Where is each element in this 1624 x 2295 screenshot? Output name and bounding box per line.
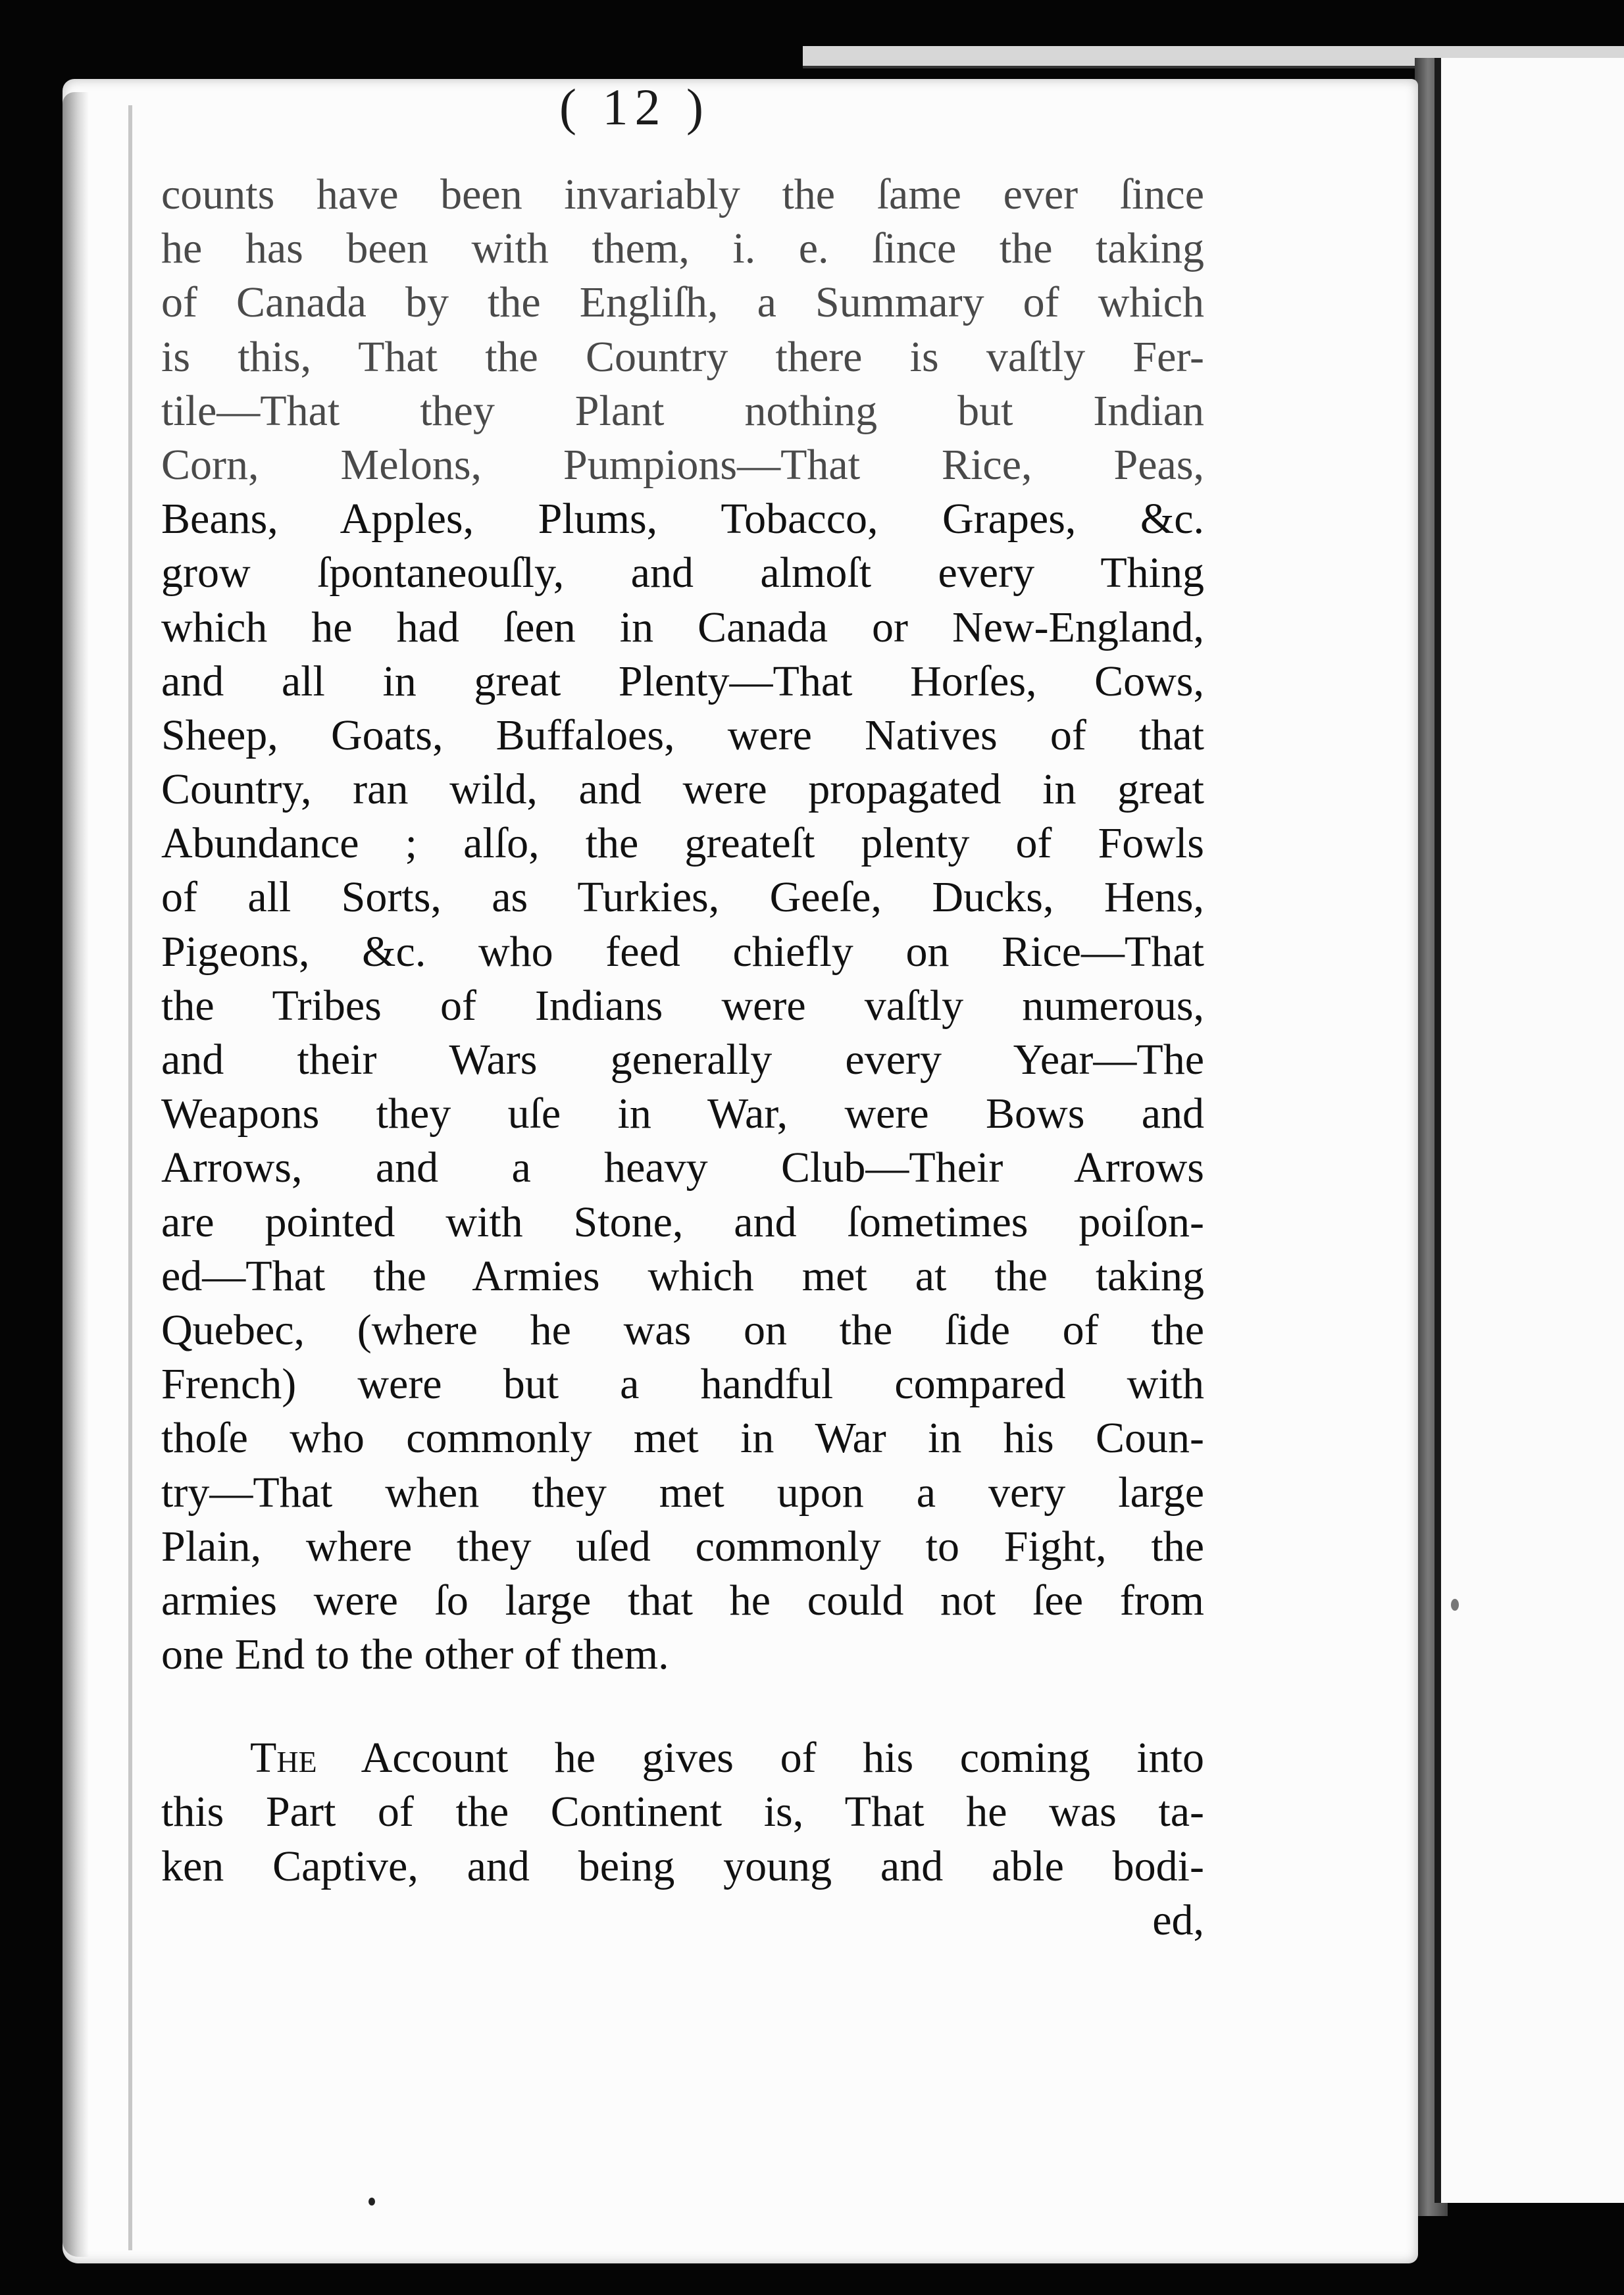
catchword: ed,: [1152, 1896, 1204, 1944]
text-line: French) were but a handful compared with: [161, 1360, 1204, 1409]
text-line: thoſe who commonly met in War in his Coun-: [161, 1414, 1204, 1463]
text-line: one End to the other of them.: [161, 1630, 669, 1679]
text-line: the Tribes of Indians were vaſtly numerous,: [161, 981, 1204, 1030]
paragraph-lead-word: The: [250, 1734, 317, 1782]
text-line: armies were ſo large that he could not ſee from: [161, 1576, 1204, 1625]
facing-page-mark: [1451, 1599, 1459, 1611]
text-line: Country, ran wild, and were propagated in great: [161, 765, 1204, 814]
text-line: grow ſpontaneouſly, and almoſt every Thing: [161, 549, 1204, 597]
text-line: he has been with them, i. e. ſince the taking: [161, 224, 1204, 273]
text-line: this Part of the Continent is, That he was ta-: [161, 1788, 1204, 1836]
page-gutter-shadow: [63, 92, 89, 2257]
text-line: ed—That the Armies which met at the taking: [161, 1251, 1204, 1300]
text-line: Arrows, and a heavy Club—Their Arrows: [161, 1144, 1204, 1192]
text-line: Abundance ; alſo, the greateſt plenty of Fowls: [161, 819, 1204, 868]
text-line: Corn, Melons, Pumpions—That Rice, Peas,: [161, 440, 1204, 489]
text-line: Plain, where they uſed commonly to Fight, the: [161, 1522, 1204, 1571]
ink-speck: [368, 2198, 375, 2206]
text-line: Beans, Apples, Plums, Tobacco, Grapes, &c.: [161, 495, 1204, 543]
text-line: and their Wars generally every Year—The: [161, 1036, 1204, 1084]
text-line: Pigeons, &c. who feed chiefly on Rice—That: [161, 927, 1204, 976]
text-line: of all Sorts, as Turkies, Geeſe, Ducks, Hens,: [161, 873, 1204, 922]
text-line: Quebec, (where he was on the ſide of the: [161, 1305, 1204, 1354]
page-number: ( 12 ): [559, 78, 710, 136]
text-line: tile—That they Plant nothing but Indian: [161, 386, 1204, 435]
text-line: are pointed with Stone, and ſometimes poiſon-: [161, 1198, 1204, 1246]
paragraph-2: [161, 1731, 1204, 1948]
paragraph-1: [161, 168, 1204, 1682]
body-text: [161, 168, 1204, 1948]
text-line: Weapons they uſe in War, were Bows and: [161, 1090, 1204, 1138]
text-line: Sheep, Goats, Buffaloes, were Natives of that: [161, 711, 1204, 759]
facing-page: [1434, 58, 1624, 2203]
text-line: and all in great Plenty—That Horſes, Cows,: [161, 657, 1204, 705]
text-line: which he had ſeen in Canada or New-England,: [161, 603, 1204, 651]
text-line: try—That when they met upon a very large: [161, 1468, 1204, 1517]
text-line-rest: Account he gives of his coming into: [317, 1734, 1204, 1782]
page-fold-line: [128, 105, 132, 2250]
text-line: of Canada by the Engliſh, a Summary of which: [161, 278, 1204, 327]
text-line: is this, That the Country there is vaſtly Fer-: [161, 332, 1204, 381]
text-line: [161, 1731, 1204, 1785]
text-line: ken Captive, and being young and able bodi-: [161, 1842, 1204, 1890]
text-line: counts have been invariably the ſame ever ſince: [161, 170, 1204, 218]
paragraph-spacing: [161, 1682, 1204, 1731]
